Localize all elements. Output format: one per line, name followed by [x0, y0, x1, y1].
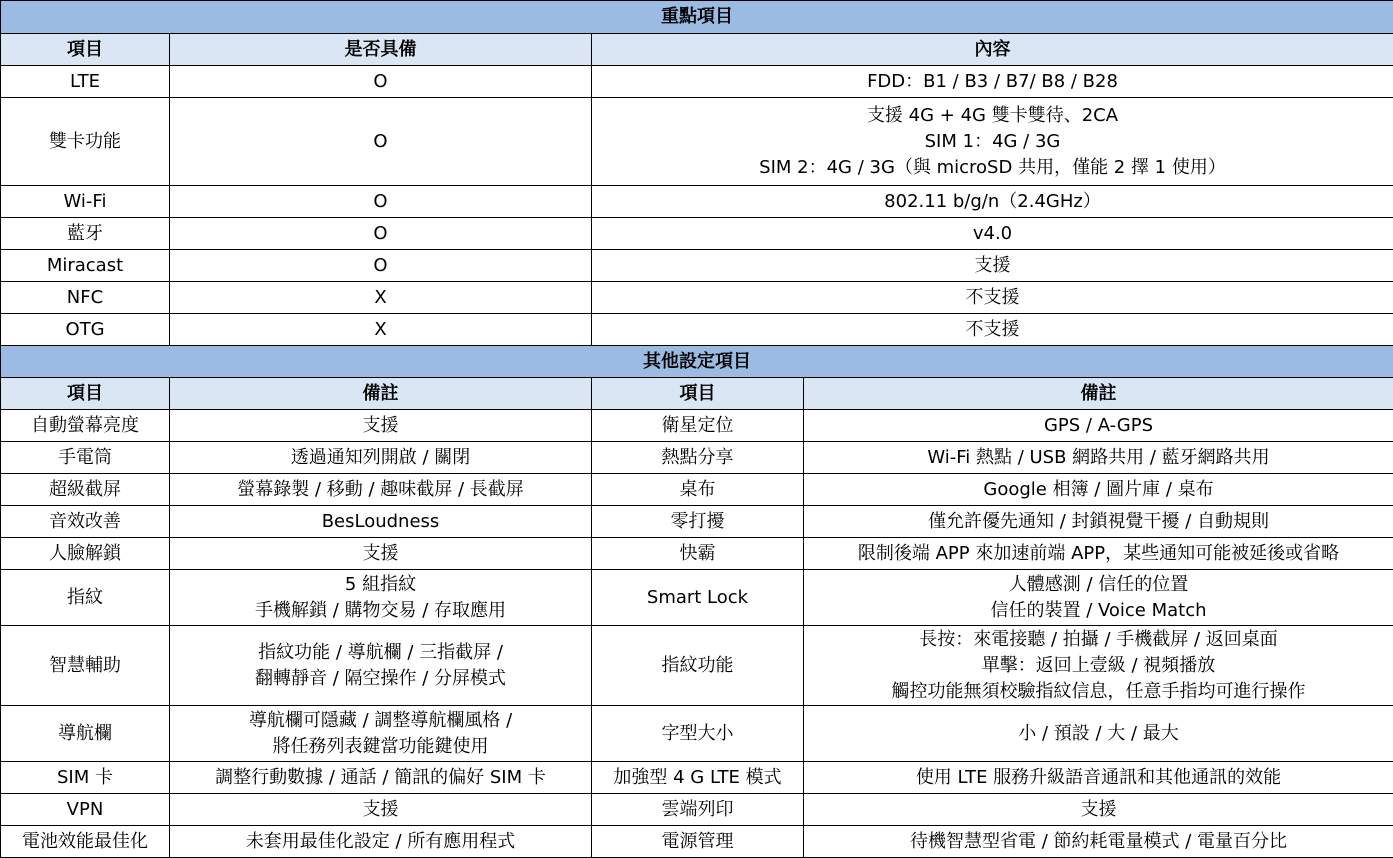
setting-note-cell-line: 支援	[362, 414, 399, 436]
setting-note-cell	[804, 410, 1393, 442]
table-row	[1, 538, 1393, 570]
table-row	[1, 570, 1393, 626]
spec-table-body	[1, 1, 1393, 858]
table-row	[1, 66, 1393, 98]
section-band-other-settings	[1, 346, 1393, 378]
setting-note-cell-line: Google 相簿 / 圖片庫 / 桌布	[983, 478, 1214, 500]
content-cell	[592, 282, 1393, 314]
table-row	[1, 410, 1393, 442]
setting-note-cell	[170, 442, 592, 474]
setting-name-cell: 手電筒	[1, 442, 170, 474]
setting-name-cell: 音效改善	[1, 506, 170, 538]
content-cell	[592, 66, 1393, 98]
setting-note-cell-line: 5 組指紋	[344, 573, 417, 595]
table-row	[1, 762, 1393, 794]
item-cell: LTE	[1, 66, 170, 98]
setting-note-cell	[170, 626, 592, 706]
content-cell-line: 支援	[974, 254, 1011, 276]
table-row	[1, 794, 1393, 826]
setting-note-cell	[804, 506, 1393, 538]
setting-name-cell: 電源管理	[592, 826, 804, 858]
column-header-row	[1, 378, 1393, 410]
setting-note-cell-line: 將任務列表鍵當功能鍵使用	[272, 735, 489, 757]
table-row	[1, 706, 1393, 762]
content-cell	[592, 314, 1393, 346]
setting-note-cell-line: 單擊：返回上壹級 / 視頻播放	[981, 654, 1216, 676]
column-header-note: 備註	[170, 378, 592, 410]
setting-note-cell-line: 翻轉靜音 / 隔空操作 / 分屏模式	[254, 667, 506, 689]
setting-name-cell: 智慧輔助	[1, 626, 170, 706]
setting-note-cell	[170, 410, 592, 442]
availability-cell: O	[170, 98, 592, 186]
availability-cell: X	[170, 314, 592, 346]
column-header-available: 是否具備	[170, 34, 592, 66]
content-cell-line: 不支援	[965, 286, 1020, 308]
item-cell: NFC	[1, 282, 170, 314]
column-header-item: 項目	[592, 378, 804, 410]
setting-name-cell: 電池效能最佳化	[1, 826, 170, 858]
item-cell: Wi-Fi	[1, 186, 170, 218]
content-cell-line: v4.0	[972, 222, 1013, 244]
setting-note-cell	[170, 826, 592, 858]
availability-cell: O	[170, 66, 592, 98]
content-cell	[592, 98, 1393, 186]
table-row	[1, 474, 1393, 506]
setting-name-cell: 指紋功能	[592, 626, 804, 706]
setting-name-cell: 自動螢幕亮度	[1, 410, 170, 442]
availability-cell: X	[170, 282, 592, 314]
setting-note-cell	[170, 538, 592, 570]
setting-note-cell	[170, 706, 592, 762]
table-row	[1, 218, 1393, 250]
availability-cell: O	[170, 250, 592, 282]
setting-name-cell: 指紋	[1, 570, 170, 626]
item-cell: Miracast	[1, 250, 170, 282]
setting-note-cell-line: 待機智慧型省電 / 節約耗電量模式 / 電量百分比	[909, 830, 1287, 852]
setting-name-cell: 超級截屏	[1, 474, 170, 506]
setting-note-cell-line: 透過通知列開啟 / 關閉	[290, 446, 471, 468]
setting-note-cell-line: 指紋功能 / 導航欄 / 三指截屏 /	[258, 641, 503, 663]
setting-note-cell-line: 僅允許優先通知 / 封鎖視覺干擾 / 自動規則	[927, 510, 1269, 532]
setting-note-cell	[170, 762, 592, 794]
table-row	[1, 506, 1393, 538]
setting-note-cell	[804, 570, 1393, 626]
column-header-row	[1, 34, 1393, 66]
setting-name-cell: 加強型 4 G LTE 模式	[592, 762, 804, 794]
setting-note-cell-line: 導航欄可隱藏 / 調整導航欄風格 /	[248, 709, 513, 731]
setting-name-cell: 導航欄	[1, 706, 170, 762]
table-row	[1, 442, 1393, 474]
content-cell	[592, 218, 1393, 250]
setting-name-cell: Smart Lock	[592, 570, 804, 626]
setting-note-cell-line: 人體感測 / 信任的位置	[1008, 573, 1189, 595]
content-cell-line: 不支援	[965, 318, 1020, 340]
setting-note-cell-line: 螢幕錄製 / 移動 / 趣味截屏 / 長截屏	[237, 478, 524, 500]
content-cell	[592, 186, 1393, 218]
table-row	[1, 314, 1393, 346]
setting-note-cell	[170, 794, 592, 826]
setting-name-cell: SIM 卡	[1, 762, 170, 794]
setting-note-cell-line: 限制後端 APP 來加速前端 APP，某些通知可能被延後或省略	[857, 542, 1340, 564]
content-cell	[592, 250, 1393, 282]
setting-note-cell-line: 信任的裝置 / Voice Match	[990, 599, 1207, 621]
column-header-note: 備註	[804, 378, 1393, 410]
setting-name-cell: 字型大小	[592, 706, 804, 762]
setting-name-cell: 人臉解鎖	[1, 538, 170, 570]
setting-note-cell-line: 支援	[362, 542, 399, 564]
table-row	[1, 186, 1393, 218]
table-row	[1, 626, 1393, 706]
setting-note-cell	[804, 762, 1393, 794]
setting-note-cell-line: 支援	[1080, 798, 1117, 820]
setting-note-cell-line: BesLoudness	[321, 510, 440, 532]
section-title: 重點項目	[1, 1, 1393, 34]
content-cell-line: SIM 1：4G / 3G	[924, 130, 1061, 152]
setting-note-cell-line: 長按：來電接聽 / 拍攝 / 手機截屏 / 返回桌面	[919, 628, 1278, 650]
section-title: 其他設定項目	[1, 346, 1393, 378]
setting-name-cell: 桌布	[592, 474, 804, 506]
column-header-item: 項目	[1, 378, 170, 410]
column-header-content: 內容	[592, 34, 1393, 66]
setting-note-cell-line: Wi-Fi 熱點 / USB 網路共用 / 藍牙網路共用	[927, 446, 1270, 468]
setting-note-cell-line: 支援	[362, 798, 399, 820]
item-cell: OTG	[1, 314, 170, 346]
availability-cell: O	[170, 218, 592, 250]
content-cell-line: FDD：B1 / B3 / B7/ B8 / B28	[867, 70, 1118, 92]
setting-note-cell-line: 使用 LTE 服務升級語音通訊和其他通訊的效能	[915, 766, 1282, 788]
setting-note-cell-line: 未套用最佳化設定 / 所有應用程式	[245, 830, 516, 852]
table-row	[1, 282, 1393, 314]
setting-name-cell: 雲端列印	[592, 794, 804, 826]
setting-name-cell: 熱點分享	[592, 442, 804, 474]
table-row	[1, 826, 1393, 858]
setting-name-cell: 衛星定位	[592, 410, 804, 442]
content-cell-line: 支援 4G + 4G 雙卡雙待、2CA	[866, 104, 1119, 126]
setting-note-cell	[170, 506, 592, 538]
content-cell-line: 802.11 b/g/n（2.4GHz）	[884, 190, 1101, 212]
section-band-key-items	[1, 1, 1393, 34]
setting-note-cell	[804, 538, 1393, 570]
column-header-item: 項目	[1, 34, 170, 66]
setting-note-cell	[170, 474, 592, 506]
table-row	[1, 98, 1393, 186]
setting-note-cell-line: 觸控功能無須校驗指紋信息，任意手指均可進行操作	[891, 680, 1306, 702]
setting-note-cell	[804, 474, 1393, 506]
content-cell-line: SIM 2：4G / 3G（與 microSD 共用，僅能 2 擇 1 使用）	[759, 156, 1226, 178]
setting-name-cell: VPN	[1, 794, 170, 826]
setting-note-cell	[804, 706, 1393, 762]
setting-note-cell	[804, 826, 1393, 858]
setting-note-cell-line: 手機解鎖 / 購物交易 / 存取應用	[254, 599, 506, 621]
setting-name-cell: 零打擾	[592, 506, 804, 538]
item-cell: 雙卡功能	[1, 98, 170, 186]
setting-note-cell	[804, 794, 1393, 826]
setting-name-cell: 快霸	[592, 538, 804, 570]
table-row	[1, 250, 1393, 282]
setting-note-cell-line: GPS / A-GPS	[1043, 414, 1154, 436]
setting-note-cell-line: 調整行動數據 / 通話 / 簡訊的偏好 SIM 卡	[215, 766, 546, 788]
setting-note-cell	[170, 570, 592, 626]
setting-note-cell-line: 小 / 預設 / 大 / 最大	[1018, 722, 1179, 744]
setting-note-cell	[804, 626, 1393, 706]
item-cell: 藍牙	[1, 218, 170, 250]
setting-note-cell	[804, 442, 1393, 474]
availability-cell: O	[170, 186, 592, 218]
